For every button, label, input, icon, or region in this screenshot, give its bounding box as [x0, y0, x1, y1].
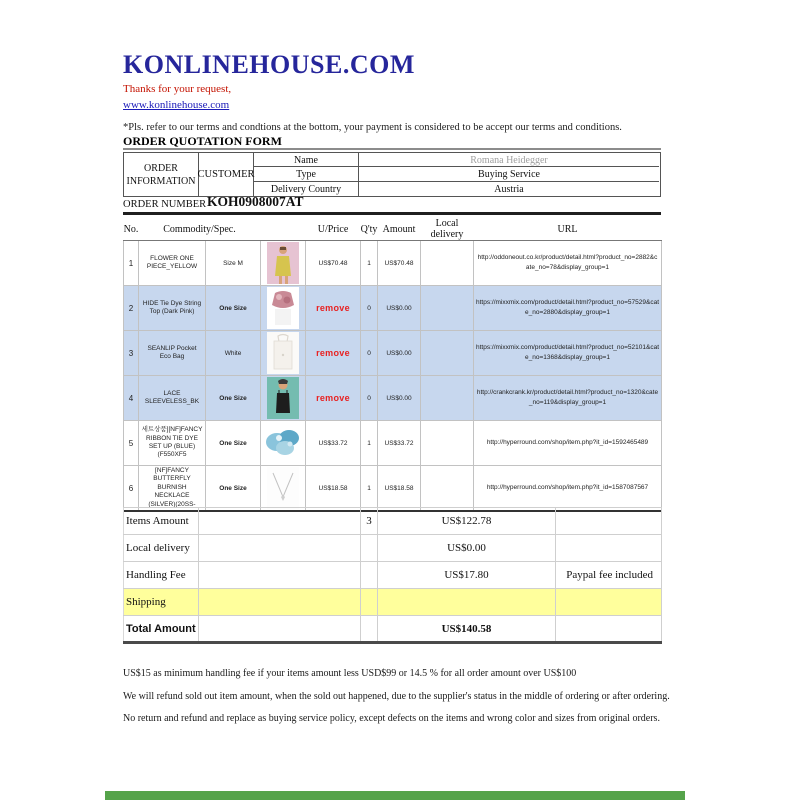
summary-amount: US$17.80: [378, 562, 556, 589]
total-amount-label: Total Amount: [124, 616, 199, 643]
document: [123, 50, 670, 724]
summary-table: [123, 507, 662, 644]
summary-label: Shipping: [124, 589, 199, 616]
summary-note: [556, 616, 662, 643]
divider-rule: [123, 148, 661, 150]
item-local-delivery: [421, 421, 474, 466]
col-header-local-delivery: Local delivery: [421, 218, 474, 241]
remove-item-button[interactable]: remove: [316, 393, 350, 403]
item-no: 3: [124, 331, 139, 376]
item-price: US$33.72: [306, 421, 361, 466]
col-header-amount: Amount: [378, 218, 421, 241]
item-name: HIDE Tie Dye String Top (Dark Pink): [139, 286, 206, 331]
item-amount: US$0.00: [378, 286, 421, 331]
site-title: KONLINEHOUSE.COM: [123, 50, 415, 79]
item-url-link[interactable]: http://hyperround.com/shop/item.php?it_id=1592465489: [474, 421, 662, 466]
summary-amount: US$0.00: [378, 535, 556, 562]
product-photo-pink-tiedye-top: [261, 286, 306, 331]
field-label-delivery-country: Delivery Country: [270, 183, 342, 195]
summary-row-handling-fee: [124, 562, 662, 589]
customer-type-value: Buying Service: [359, 167, 659, 181]
item-qty: 0: [361, 331, 378, 376]
item-local-delivery: [421, 331, 474, 376]
item-row-1: [124, 241, 662, 286]
item-no: 2: [124, 286, 139, 331]
field-label-type: Type: [254, 167, 358, 181]
col-header-qty: Q'ty: [361, 218, 378, 241]
item-row-5: [124, 421, 662, 466]
thanks-line: Thanks for your request,: [123, 83, 232, 95]
items-header-row: [124, 218, 662, 241]
product-photo-white-eco-bag: [261, 331, 306, 376]
summary-note: [556, 535, 662, 562]
item-spec: One Size: [206, 376, 261, 421]
item-name: 세트상품][NF]FANCY RIBBON TIE DYE SET UP (BLUE)(F550XF5: [139, 421, 206, 466]
item-qty: 0: [361, 286, 378, 331]
item-row-4: [124, 376, 662, 421]
summary-qty: 3: [361, 508, 378, 535]
order-information-label: ORDER INFORMATION: [124, 153, 199, 196]
product-photo-silver-necklace: [261, 466, 306, 512]
item-row-6: [124, 466, 662, 512]
item-url-link[interactable]: https://mixxmix.com/product/detail.html?product_no=52101&cate_no=1368&display_group=1: [474, 331, 662, 376]
total-amount-value: US$140.58: [378, 616, 556, 643]
item-amount: US$0.00: [378, 376, 421, 421]
items-table: [123, 218, 662, 512]
item-no: 1: [124, 241, 139, 286]
summary-row-total: [124, 616, 662, 643]
item-url-link[interactable]: http://oddoneout.co.kr/product/detail.html?product_no=2882&cate_no=78&display_group=1: [474, 241, 662, 286]
summary-qty: [361, 589, 378, 616]
item-row-2: [124, 286, 662, 331]
item-amount: US$0.00: [378, 331, 421, 376]
summary-row-items-amount: [124, 508, 662, 535]
customer-name-value: Romana Heidegger: [359, 153, 659, 167]
item-row-3: [124, 331, 662, 376]
item-local-delivery: [421, 286, 474, 331]
item-no: 6: [124, 466, 139, 512]
customer-field-values: [359, 153, 659, 196]
order-number-row: [123, 194, 661, 215]
summary-note: Paypal fee included: [556, 562, 662, 589]
col-header-commodity: Commodity/Spec.: [139, 218, 261, 241]
item-qty: 1: [361, 421, 378, 466]
item-local-delivery: [421, 466, 474, 512]
item-spec: White: [206, 331, 261, 376]
item-price: US$18.58: [306, 466, 361, 512]
item-qty: 1: [361, 466, 378, 512]
summary-qty: [361, 616, 378, 643]
summary-amount: [378, 589, 556, 616]
summary-qty: [361, 562, 378, 589]
product-photo-blue-tiedye-set: [261, 421, 306, 466]
order-number-value: KOH0908007AT: [207, 194, 304, 209]
item-url-link[interactable]: http://hyperround.com/shop/item.php?it_id=1587087567: [474, 466, 662, 512]
summary-note: [556, 508, 662, 535]
delivery-country-value: Austria: [494, 183, 524, 195]
form-title: ORDER QUOTATION FORM: [123, 134, 282, 148]
summary-label: Local delivery: [124, 535, 199, 562]
item-spec: One Size: [206, 466, 261, 512]
policy-notes: [123, 668, 683, 736]
item-amount: US$18.58: [378, 466, 421, 512]
item-name: [NF]FANCY BUTTERFLY BURNISH NECKLACE (SILVER)(20SS-: [139, 466, 206, 512]
summary-label: Handling Fee: [124, 562, 199, 589]
summary-amount: US$122.78: [378, 508, 556, 535]
bottom-green-bar: [105, 791, 685, 800]
item-price: US$70.48: [306, 241, 361, 286]
order-information-table: [123, 152, 661, 197]
item-amount: US$33.72: [378, 421, 421, 466]
item-spec: One Size: [206, 286, 261, 331]
item-spec: Size M: [206, 241, 261, 286]
summary-qty: [361, 535, 378, 562]
item-no: 4: [124, 376, 139, 421]
note-refund-policy: We will refund sold out item amount, when the sold out happened, due to the supplier's status in the middle of ordering or after ordering.: [123, 690, 670, 702]
item-name: SEANLIP Pocket Eco Bag: [139, 331, 206, 376]
col-header-uprice: U/Price: [306, 218, 361, 241]
product-photo-yellow-dress: [261, 241, 306, 286]
item-local-delivery: [421, 376, 474, 421]
remove-item-button[interactable]: remove: [316, 348, 350, 358]
item-url-link[interactable]: http://crankcrank.kr/product/detail.html?product_no=1320&cate_no=119&display_group=1: [474, 376, 662, 421]
summary-row-local-delivery: [124, 535, 662, 562]
note-return-policy: No return and refund and replace as buying service policy, except defects on the items and wrong color and sizes from original orders.: [123, 713, 660, 724]
item-name: LACE SLEEVELESS_BK: [139, 376, 206, 421]
field-label-name: Name: [254, 153, 358, 167]
note-handling-fee: US$15 as minimum handling fee if your items amount less USD$99 or 14.5 % for all order amount over US$100: [123, 668, 577, 679]
product-photo-black-sleeveless-top: [261, 376, 306, 421]
col-header-url: URL: [474, 218, 662, 241]
remove-item-button[interactable]: remove: [316, 303, 350, 313]
customer-field-labels: [254, 153, 359, 196]
item-no: 5: [124, 421, 139, 466]
item-spec: One Size: [206, 421, 261, 466]
item-qty: 0: [361, 376, 378, 421]
terms-note: *Pls. refer to our terms and condtions at the bottom, your payment is considered to be accept our terms and conditions.: [123, 122, 622, 133]
item-url-link[interactable]: https://mixxmix.com/product/detail.html?product_no=57529&cate_no=2880&display_group=1: [474, 286, 662, 331]
col-header-photo: [261, 218, 306, 241]
site-link[interactable]: www.konlinehouse.com: [123, 99, 230, 111]
item-name: FLOWER ONE PIECE_YELLOW: [139, 241, 206, 286]
summary-row-shipping: [124, 589, 662, 616]
order-number-label: ORDER NUMBER: [123, 199, 207, 210]
summary-label: Items Amount: [124, 508, 199, 535]
item-qty: 1: [361, 241, 378, 286]
customer-label: CUSTOMER: [199, 153, 254, 196]
col-header-no: No.: [124, 218, 139, 241]
item-local-delivery: [421, 241, 474, 286]
summary-note: [556, 589, 662, 616]
item-amount: US$70.48: [378, 241, 421, 286]
